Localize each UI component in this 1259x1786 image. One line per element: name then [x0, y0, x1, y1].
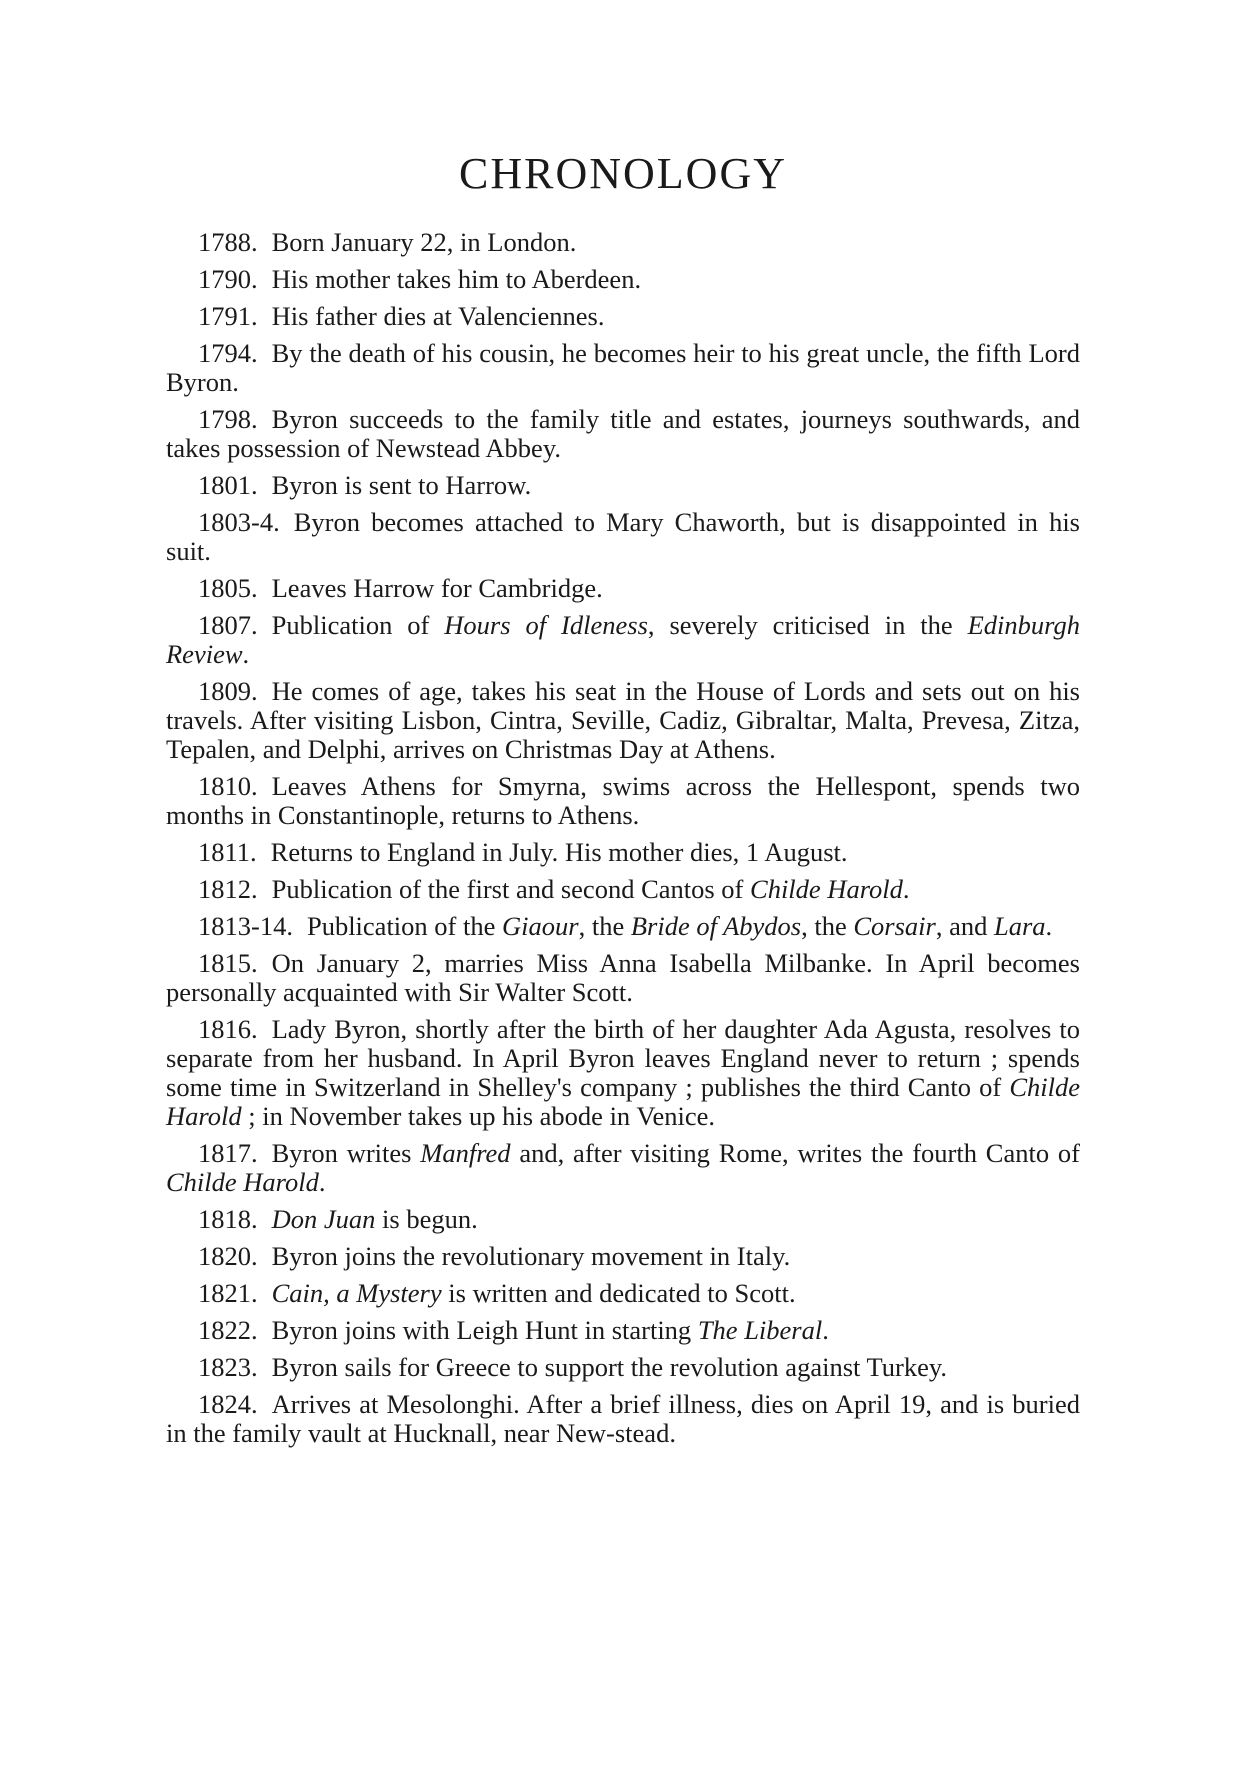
chronology-entry-1803-4	[166, 508, 1080, 566]
chronology-entry-1807	[166, 611, 1080, 669]
chronology-entry-1798	[166, 405, 1080, 463]
entry-year: 1807.	[198, 610, 258, 640]
entry-text: Byron succeeds to the family title and estates, journeys southwards, and takes possession of Newstead Abbey.	[166, 404, 1080, 463]
entry-year: 1811.	[198, 837, 257, 867]
entry-year: 1790.	[198, 264, 258, 294]
entry-text: Returns to England in July. His mother dies, 1 August.	[270, 837, 848, 867]
chronology-entry-1788	[166, 228, 1080, 257]
chronology-entry-1823	[166, 1353, 1080, 1382]
chronology-entry-1812	[166, 875, 1080, 904]
entry-text: Byron is sent to Harrow.	[271, 470, 532, 500]
chronology-entry-1810	[166, 772, 1080, 830]
entry-year: 1820.	[198, 1241, 258, 1271]
entry-text: Leaves Harrow for Cambridge.	[271, 573, 603, 603]
entry-text: Arrives at Mesolonghi. After a brief illness, dies on April 19, and is buried in the family vault at Hucknall, near New-stead.	[166, 1389, 1080, 1448]
entry-text: Byron sails for Greece to support the revolution against Turkey.	[271, 1352, 948, 1382]
chronology-entry-1809	[166, 677, 1080, 764]
entry-text: Byron joins the revolutionary movement in Italy.	[271, 1241, 791, 1271]
entry-year: 1822.	[198, 1315, 258, 1345]
entry-year: 1803-4.	[198, 507, 280, 537]
chronology-entry-1805	[166, 574, 1080, 603]
entry-year: 1817.	[198, 1138, 258, 1168]
entry-year: 1798.	[198, 404, 258, 434]
chronology-entry-1790	[166, 265, 1080, 294]
entry-text: Publication of the Giaour, the Bride of Abydos, the Corsair, and Lara.	[306, 911, 1053, 941]
entry-text: Leaves Athens for Smyrna, swims across the Hellespont, spends two months in Constantinople, returns to Athens.	[166, 771, 1080, 830]
entry-year: 1816.	[198, 1014, 258, 1044]
entry-year: 1818.	[198, 1204, 258, 1234]
entry-text: Byron joins with Leigh Hunt in starting The Liberal.	[271, 1315, 829, 1345]
chronology-entry-1817	[166, 1139, 1080, 1197]
entry-text: Lady Byron, shortly after the birth of her daughter Ada Agusta, resolves to separate from her husband. In April Byron leaves England never to return ; spends some time in Switzerland in Shelley's company ; publishes the third Canto of Childe Harold ; in November takes up his abode in Venice.	[166, 1014, 1080, 1131]
chronology-list	[166, 228, 1080, 1456]
entry-text: Born January 22, in London.	[271, 227, 577, 257]
chronology-entry-1824	[166, 1390, 1080, 1448]
entry-year: 1813-14.	[198, 911, 293, 941]
chronology-entry-1818	[166, 1205, 1080, 1234]
entry-year: 1805.	[198, 573, 258, 603]
chronology-entry-1816	[166, 1015, 1080, 1131]
entry-text: Publication of the first and second Cantos of Childe Harold.	[271, 874, 910, 904]
chronology-entry-1794	[166, 339, 1080, 397]
chronology-entry-1815	[166, 949, 1080, 1007]
entry-year: 1815.	[198, 948, 258, 978]
entry-year: 1801.	[198, 470, 258, 500]
entry-year: 1824.	[198, 1389, 258, 1419]
entry-text: He comes of age, takes his seat in the House of Lords and sets out on his travels. After visiting Lisbon, Cintra, Seville, Cadiz, Gibraltar, Malta, Prevesa, Zitza, Tepalen, and Delphi, arrives on Christmas Day at Athens.	[166, 676, 1080, 764]
entry-year: 1823.	[198, 1352, 258, 1382]
chronology-entry-1821	[166, 1279, 1080, 1308]
entry-year: 1788.	[198, 227, 258, 257]
entry-text: Cain, a Mystery is written and dedicated to Scott.	[271, 1278, 796, 1308]
entry-text: On January 2, marries Miss Anna Isabella Milbanke. In April becomes personally acquainted with Sir Walter Scott.	[166, 948, 1080, 1007]
entry-text: Byron becomes attached to Mary Chaworth, but is disappointed in his suit.	[166, 507, 1080, 566]
chronology-entry-1811	[166, 838, 1080, 867]
chronology-entry-1822	[166, 1316, 1080, 1345]
chronology-entry-1791	[166, 302, 1080, 331]
entry-text: Byron writes Manfred and, after visiting Rome, writes the fourth Canto of Childe Harold.	[166, 1138, 1080, 1197]
entry-text: By the death of his cousin, he becomes heir to his great uncle, the fifth Lord Byron.	[166, 338, 1080, 397]
entry-text: His father dies at Valenciennes.	[271, 301, 605, 331]
entry-year: 1791.	[198, 301, 258, 331]
entry-text: Don Juan is begun.	[271, 1204, 478, 1234]
chronology-entry-1820	[166, 1242, 1080, 1271]
entry-year: 1794.	[198, 338, 258, 368]
entry-year: 1809.	[198, 676, 258, 706]
entry-year: 1810.	[198, 771, 258, 801]
entry-text: His mother takes him to Aberdeen.	[271, 264, 642, 294]
entry-year: 1812.	[198, 874, 258, 904]
chronology-entry-1813-14	[166, 912, 1080, 941]
chronology-entry-1801	[166, 471, 1080, 500]
page-title: CHRONOLOGY	[459, 149, 787, 198]
entry-year: 1821.	[198, 1278, 258, 1308]
entry-text: Publication of Hours of Idleness, severely criticised in the Edinburgh Review.	[166, 610, 1080, 669]
